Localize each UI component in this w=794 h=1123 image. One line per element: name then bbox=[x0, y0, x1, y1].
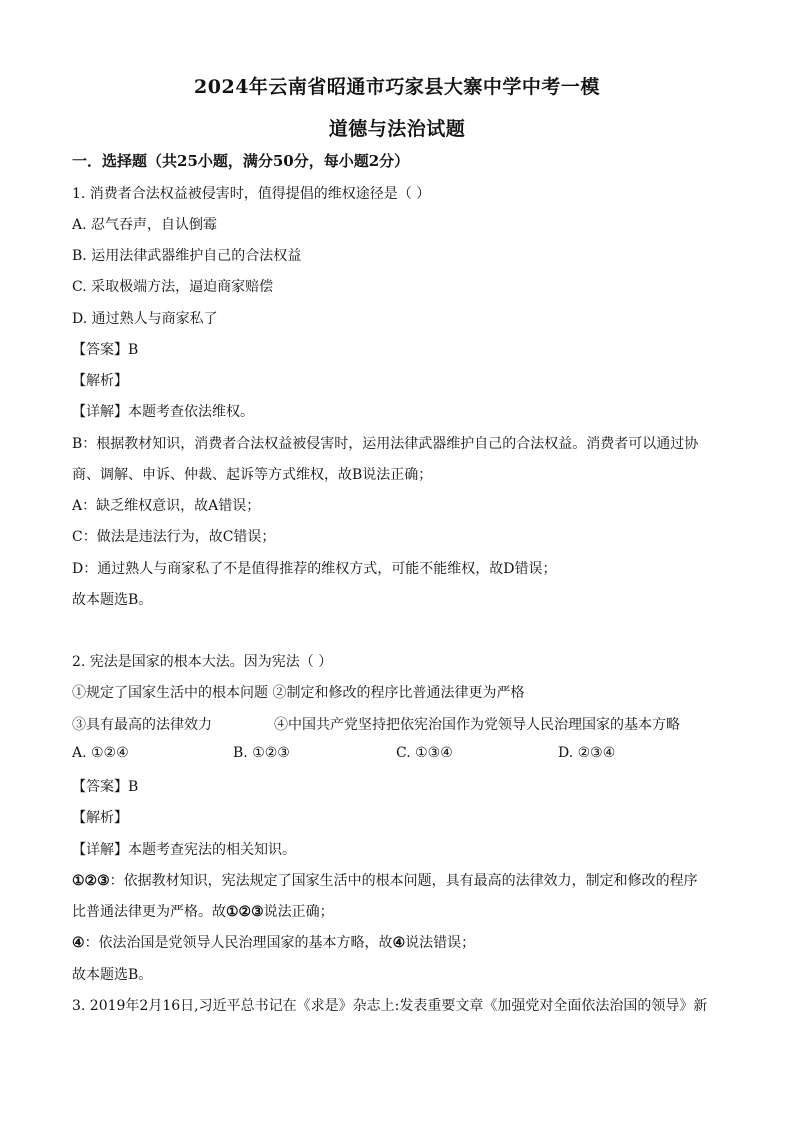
q1-explanation-a: A：缺乏维权意识，故A错误； bbox=[72, 498, 261, 514]
q2-exp-marker: ④ bbox=[392, 935, 406, 951]
q2-stem: 2. 宪法是国家的根本大法。因为宪法（ ） bbox=[72, 654, 333, 670]
q1-answer: 【答案】B bbox=[72, 342, 139, 358]
q2-items-1: ①规定了国家生活中的根本问题 ②制定和修改的程序比普通法律更为严格 bbox=[72, 685, 525, 701]
q1-analysis-label: 【解析】 bbox=[72, 373, 128, 389]
q1-option-c: C. 采取极端方法，逼迫商家赔偿 bbox=[72, 279, 274, 295]
q2-explanation-1-2 bbox=[72, 901, 334, 921]
q1-stem: 1. 消费者合法权益被侵害时，值得提倡的维权途径是（ ） bbox=[72, 186, 431, 202]
q3-stem: 3. 2019年2月16日,习近平总书记在《求是》杂志上:发表重要文章《加强党对全面依法治国的领导》新 bbox=[72, 998, 708, 1014]
q1-conclusion: 故本题选B。 bbox=[72, 592, 153, 608]
q2-option-b: B. ①②③ bbox=[233, 745, 290, 761]
q2-exp-marker: ①②③ bbox=[226, 904, 264, 920]
q2-explanation-1-1 bbox=[72, 870, 698, 890]
q2-option-c: C. ①③④ bbox=[396, 745, 453, 761]
q2-exp-text: 说法错误； bbox=[405, 935, 476, 951]
q1-option-d: D. 通过熟人与商家私了 bbox=[72, 311, 218, 327]
q1-option-b: B. 运用法律武器维护自己的合法权益 bbox=[72, 248, 302, 264]
q2-answer: 【答案】B bbox=[72, 779, 139, 795]
q2-explanation-2 bbox=[72, 932, 475, 952]
exam-subtitle: 道德与法治试题 bbox=[328, 118, 466, 140]
q2-detail: 【详解】本题考查宪法的相关知识。 bbox=[72, 842, 296, 858]
q2-analysis-label: 【解析】 bbox=[72, 810, 128, 826]
q2-exp-marker: ①②③ bbox=[72, 873, 110, 889]
q2-exp-text: 比普通法律更为严格。故 bbox=[72, 904, 226, 920]
q2-exp-text: 说法正确； bbox=[263, 904, 334, 920]
q1-detail: 【详解】本题考查依法维权。 bbox=[72, 404, 254, 420]
exam-title: 2024年云南省昭通市巧家县大寨中学中考一模 bbox=[194, 76, 600, 98]
q2-item-4: ④中国共产党坚持把依宪治国作为党领导人民治理国家的基本方略 bbox=[274, 717, 680, 733]
q2-exp-text: ：依法治国是党领导人民治理国家的基本方略，故 bbox=[84, 935, 393, 951]
q2-item-3: ③具有最高的法律效力 bbox=[72, 717, 212, 733]
q1-explanation-b-1: B：根据教材知识，消费者合法权益被侵害时，运用法律武器维护自己的合法权益。消费者可以通过协 bbox=[72, 436, 699, 452]
section-heading: 一．选择题（共25小题，满分50分，每小题2分） bbox=[72, 152, 410, 170]
q2-option-d: D. ②③④ bbox=[558, 745, 616, 761]
q2-conclusion: 故本题选B。 bbox=[72, 967, 153, 983]
q1-explanation-b-2: 商、调解、申诉、仲裁、起诉等方式维权，故B说法正确； bbox=[72, 467, 433, 483]
q1-option-a: A. 忍气吞声，自认倒霉 bbox=[72, 217, 218, 233]
q1-explanation-c: C：做法是违法行为，故C错误； bbox=[72, 529, 276, 545]
q1-explanation-d: D：通过熟人与商家私了不是值得推荐的维权方式，可能不能维权，故D错误； bbox=[72, 561, 557, 577]
q2-option-a: A. ①②④ bbox=[72, 745, 129, 761]
q2-exp-marker: ④ bbox=[72, 935, 85, 951]
q2-exp-text: ：依据教材知识，宪法规定了国家生活中的根本问题，具有最高的法律效力，制定和修改的程序 bbox=[109, 873, 698, 889]
